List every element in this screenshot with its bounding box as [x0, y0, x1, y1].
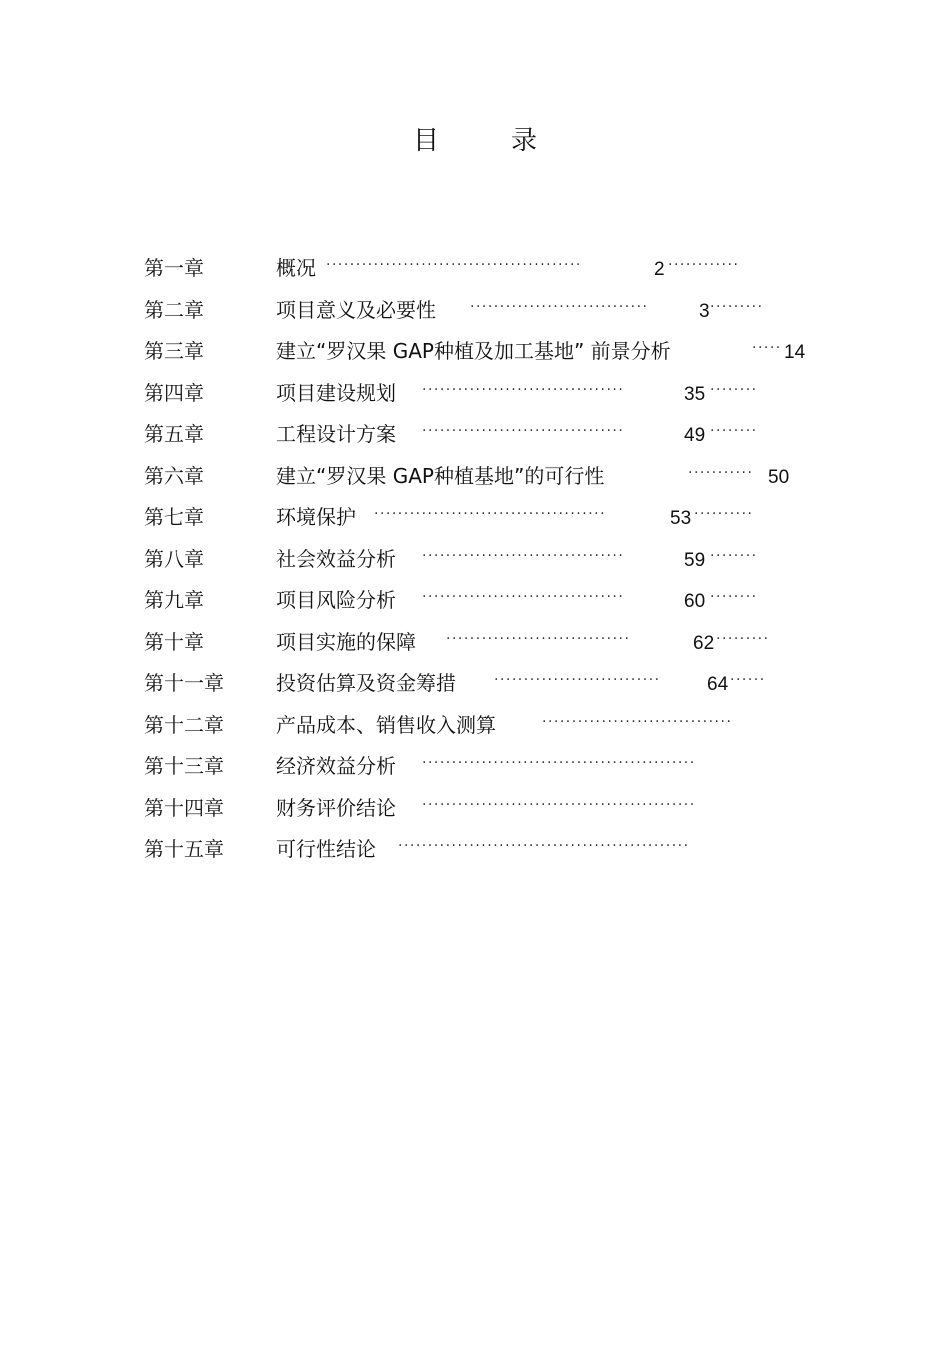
- toc-leader-dots: ···········: [688, 464, 754, 481]
- toc-chapter-number: 第十二章: [144, 712, 224, 737]
- toc-leader-dots: ··································: [422, 547, 625, 564]
- toc-page-number: 60: [684, 591, 706, 612]
- toc-page-number: 64: [707, 674, 729, 695]
- toc-page-number: 3: [699, 300, 710, 322]
- toc-leader-dots-trailing: ············: [668, 257, 740, 273]
- toc-leader-dots: ···········································: [326, 257, 582, 273]
- toc-entry[interactable]: [144, 663, 824, 705]
- toc-chapter-number: 第四章: [144, 380, 204, 405]
- toc-leader-dots: ·······························: [446, 630, 631, 647]
- toc-page-number: 2: [654, 259, 665, 280]
- toc-chapter-title: 经济效益分析: [276, 754, 396, 778]
- toc-chapter-number: 第十三章: [144, 754, 224, 778]
- toc-chapter-number: 第五章: [144, 422, 204, 446]
- toc-chapter-number: 第十四章: [144, 795, 224, 820]
- toc-chapter-number: 第三章: [144, 339, 204, 363]
- toc-page-number: 49: [684, 425, 706, 446]
- heading-char-1: 目: [412, 126, 439, 156]
- toc-chapter-number: 第六章: [144, 463, 204, 488]
- toc-entry[interactable]: [144, 622, 824, 664]
- toc-leader-dots-trailing: ··········: [694, 506, 754, 522]
- toc-chapter-number: 第十五章: [144, 837, 224, 861]
- toc-entry[interactable]: [144, 456, 824, 498]
- toc-entry[interactable]: [144, 248, 824, 290]
- toc-leader-dots-trailing: ·········: [710, 298, 764, 315]
- toc-entry[interactable]: [144, 331, 824, 373]
- toc-chapter-title: 产品成本、销售收入测算: [276, 712, 496, 737]
- toc-entry[interactable]: [144, 829, 824, 871]
- toc-entry[interactable]: [144, 373, 824, 415]
- toc-chapter-number: 第二章: [144, 297, 204, 322]
- toc-entry[interactable]: [144, 705, 824, 747]
- toc-leader-dots: ··············································: [422, 796, 696, 813]
- toc-chapter-title: 社会效益分析: [276, 546, 396, 571]
- toc-page-number: 50: [768, 466, 790, 488]
- toc-leader-dots: ··································: [422, 589, 625, 605]
- toc-leader-dots: ··································: [422, 381, 625, 398]
- toc-chapter-title: 项目建设规划: [276, 380, 396, 405]
- toc-leader-dots: ·····: [752, 340, 782, 356]
- table-of-contents: [144, 248, 824, 871]
- toc-chapter-title: 建立“罗汉果 GAP种植基地”的可行性: [276, 463, 605, 488]
- toc-chapter-title: 财务评价结论: [276, 795, 396, 820]
- toc-chapter-title: 工程设计方案: [276, 422, 396, 446]
- toc-leader-dots-trailing: ······: [730, 672, 766, 688]
- toc-chapter-title: 建立“罗汉果 GAP种植及加工基地” 前景分析: [276, 339, 671, 363]
- toc-page-number: 59: [684, 549, 706, 571]
- toc-chapter-number: 第九章: [144, 588, 204, 612]
- toc-chapter-title: 项目意义及必要性: [276, 297, 436, 322]
- toc-leader-dots: ································: [542, 713, 733, 730]
- toc-entry[interactable]: [144, 497, 824, 539]
- toc-leader-dots: ····························: [494, 672, 661, 688]
- toc-entry[interactable]: [144, 746, 824, 788]
- toc-leader-dots: ·················································: [398, 838, 690, 854]
- toc-leader-dots: ·······································: [374, 506, 607, 522]
- toc-leader-dots: ··············································: [422, 755, 696, 771]
- toc-chapter-title: 概况: [276, 256, 316, 280]
- toc-page-number: 14: [784, 342, 806, 363]
- toc-page-number: 35: [684, 383, 706, 405]
- heading-char-2: 录: [511, 126, 538, 156]
- toc-chapter-title: 环境保护: [276, 505, 356, 529]
- toc-leader-dots-trailing: ········: [710, 589, 758, 605]
- toc-chapter-title: 项目风险分析: [276, 588, 396, 612]
- toc-heading: [0, 120, 950, 157]
- toc-leader-dots: ··································: [422, 423, 625, 439]
- toc-chapter-title: 可行性结论: [276, 837, 376, 861]
- toc-entry[interactable]: [144, 788, 824, 830]
- toc-chapter-number: 第八章: [144, 546, 204, 571]
- toc-leader-dots-trailing: ········: [710, 547, 758, 564]
- toc-chapter-title: 项目实施的保障: [276, 629, 416, 654]
- toc-leader-dots-trailing: ········: [710, 381, 758, 398]
- toc-leader-dots-trailing: ·········: [716, 630, 770, 647]
- toc-chapter-number: 第七章: [144, 505, 204, 529]
- toc-page-number: 62: [693, 632, 715, 654]
- toc-leader-dots: ······························: [470, 298, 649, 315]
- toc-entry[interactable]: [144, 290, 824, 332]
- toc-leader-dots-trailing: ········: [710, 423, 758, 439]
- toc-chapter-number: 第十一章: [144, 671, 224, 695]
- toc-chapter-title: 投资估算及资金筹措: [276, 671, 456, 695]
- toc-entry[interactable]: [144, 414, 824, 456]
- toc-chapter-number: 第十章: [144, 629, 204, 654]
- toc-entry[interactable]: [144, 580, 824, 622]
- toc-page-number: 53: [670, 508, 692, 529]
- toc-chapter-number: 第一章: [144, 256, 204, 280]
- toc-entry[interactable]: [144, 539, 824, 581]
